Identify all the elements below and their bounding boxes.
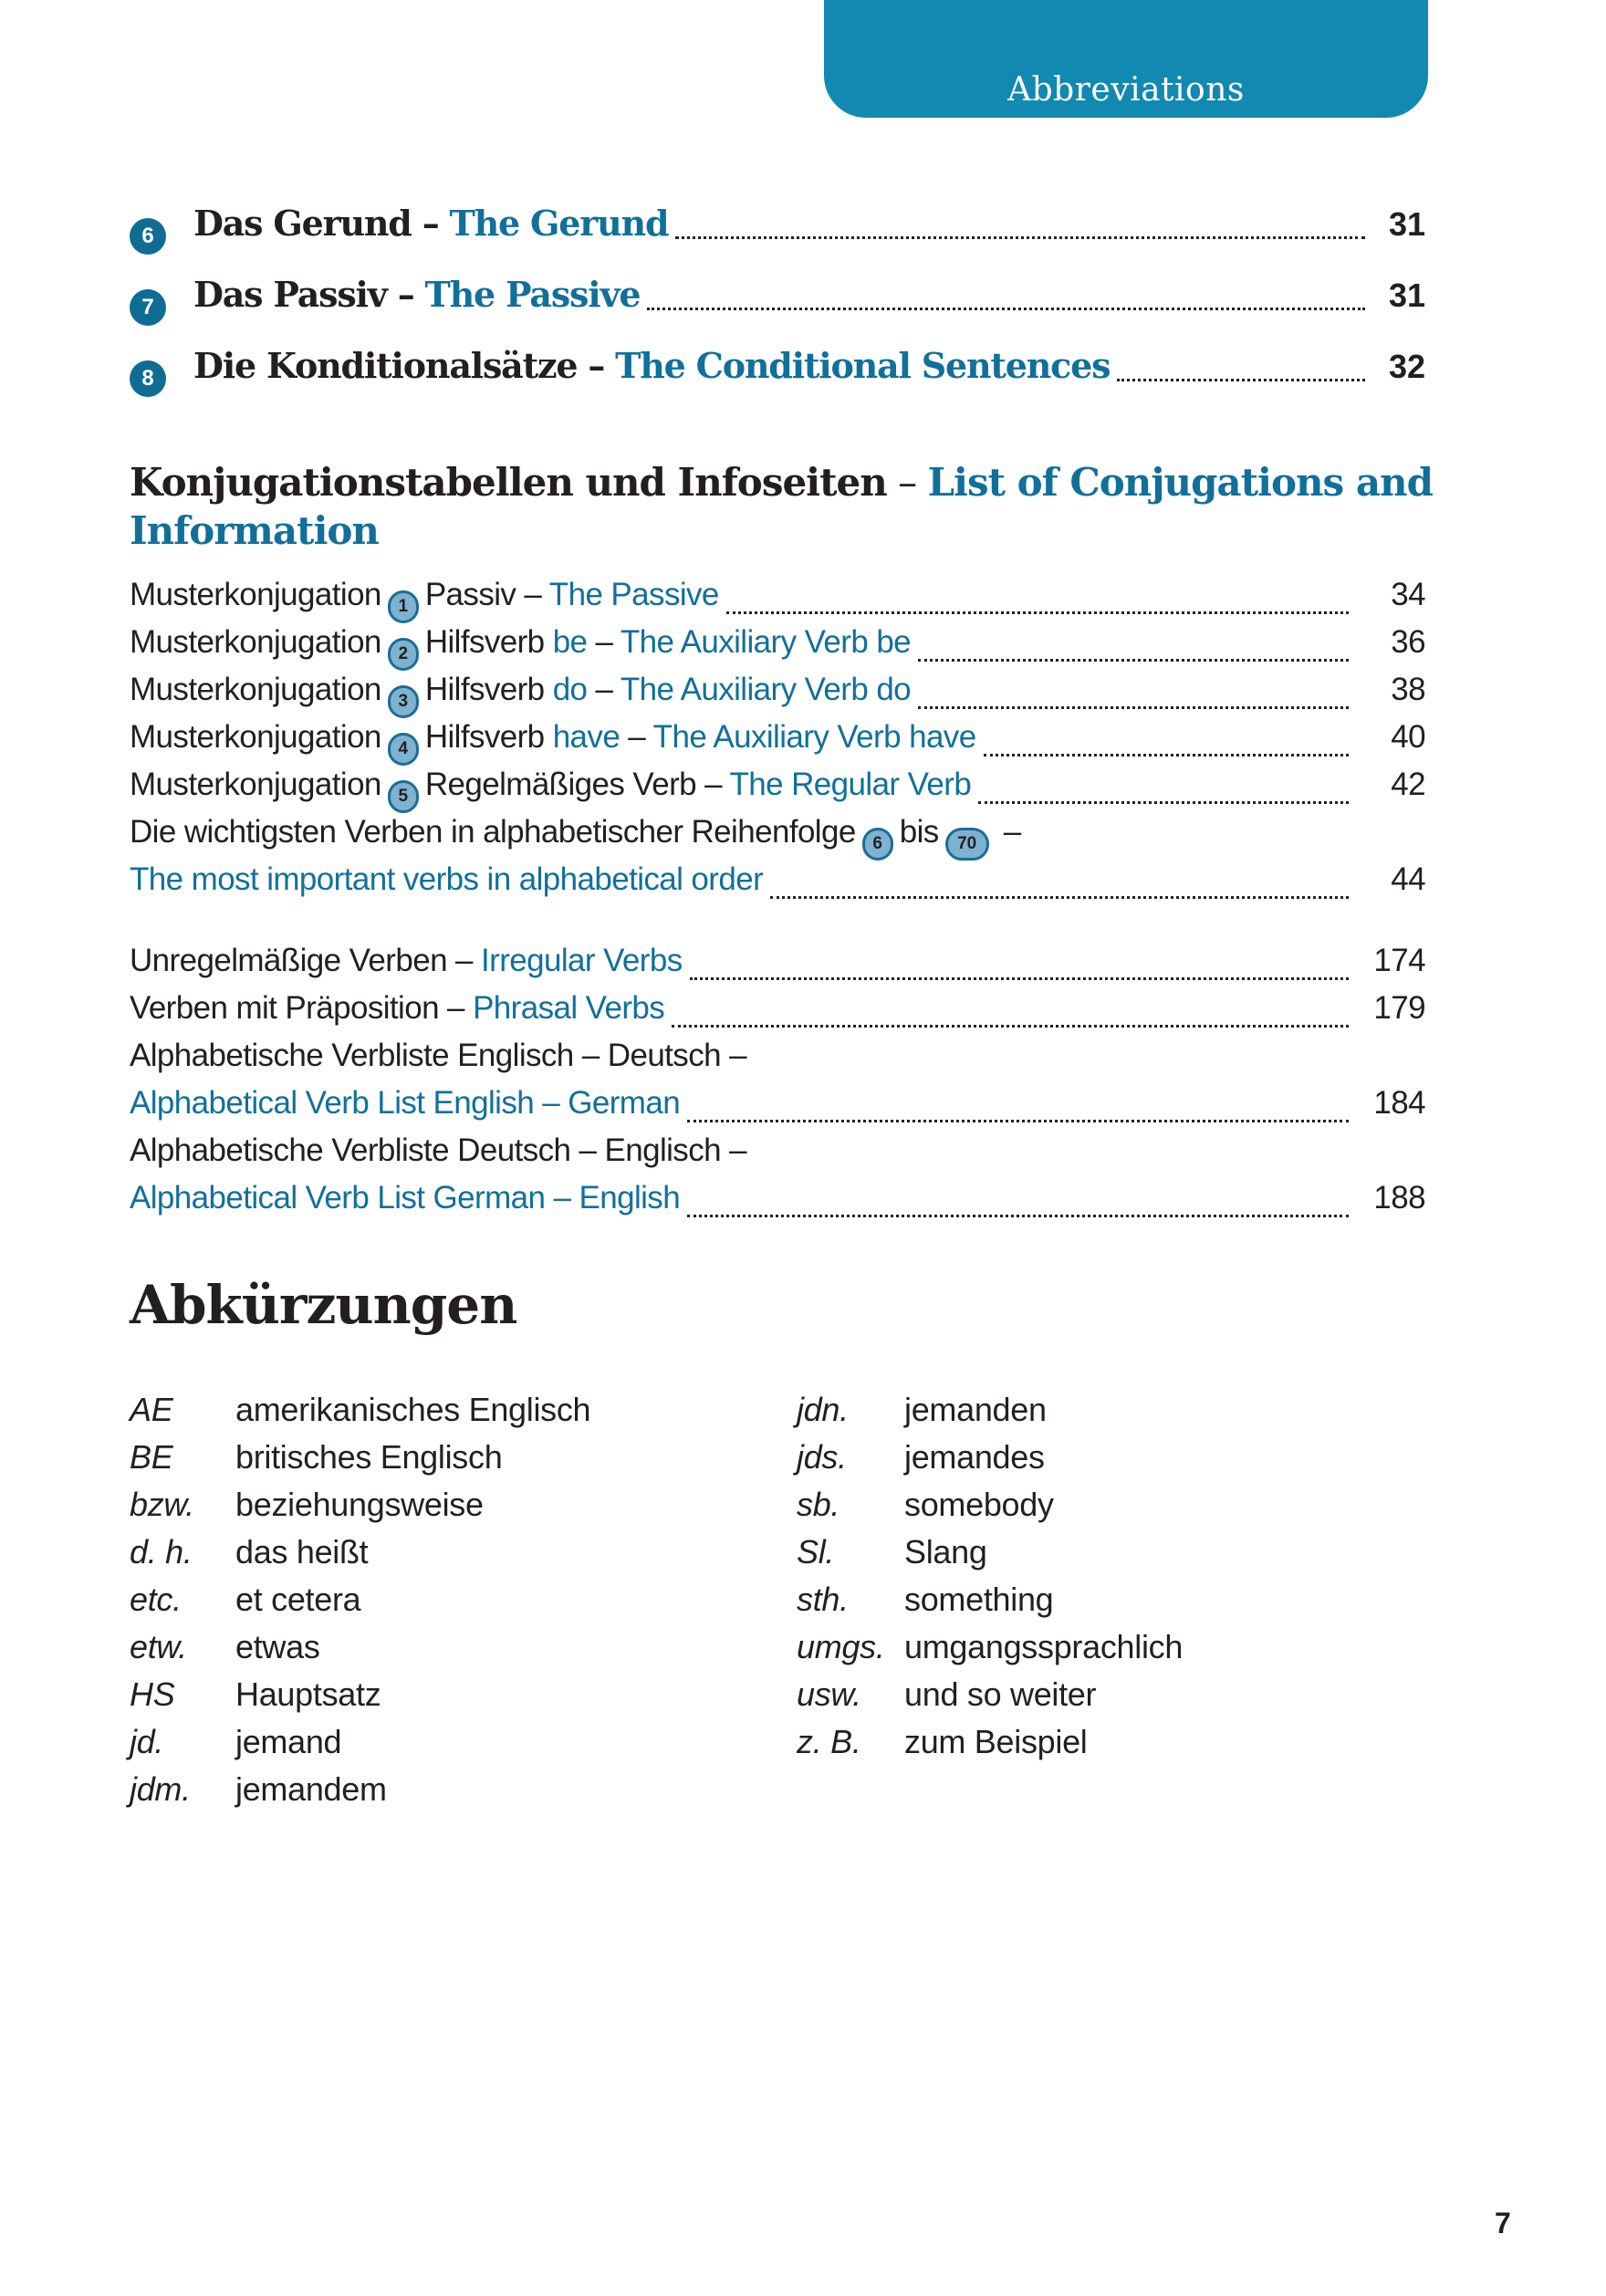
page-number: 7	[1495, 2207, 1511, 2239]
abbreviation: HS	[130, 1675, 175, 1713]
separator: –	[587, 624, 620, 660]
section-heading-english: List of Conjugations and Information	[130, 460, 1433, 553]
toc-german-verb: be	[552, 624, 588, 660]
chapter-title-english: The Passive	[424, 274, 641, 315]
toc-german-verb: have	[552, 719, 620, 755]
abbreviations-list-left	[130, 1391, 590, 1818]
abbreviation: jds.	[797, 1438, 847, 1476]
abbreviation: etc.	[130, 1581, 182, 1618]
chapter-number-badge: 6	[130, 218, 166, 255]
page-number-ref: 32	[1388, 348, 1425, 385]
abbreviation-meaning: Hauptsatz	[235, 1675, 381, 1713]
chapter-title-german: Die Konditionalsätze	[193, 345, 578, 386]
page-number-ref: 31	[1388, 277, 1425, 314]
abbreviation: bzw.	[130, 1486, 194, 1523]
number-badge: 3	[388, 685, 419, 718]
toc-english: The Auxiliary Verb do	[620, 672, 912, 707]
page-number-ref: 31	[1388, 205, 1425, 243]
toc-bis: bis	[899, 814, 939, 850]
abbreviation-item	[130, 1723, 590, 1770]
toc-english: Alphabetical Verb List English – German	[130, 1085, 681, 1121]
abbreviation-item	[797, 1486, 1183, 1533]
number-badge: 5	[388, 780, 419, 813]
abbreviation-meaning: britisches Englisch	[235, 1438, 503, 1476]
page-number-ref: 188	[1373, 1180, 1425, 1216]
abbreviation-meaning: amerikanisches Englisch	[235, 1391, 591, 1428]
abbreviation-item	[797, 1533, 1183, 1581]
abbreviation-meaning: zum Beispiel	[904, 1723, 1088, 1760]
abbreviation-item	[130, 1770, 590, 1818]
toc-german: Alphabetische Verbliste Deutsch – Englisch –	[130, 1132, 746, 1168]
toc-german: Hilfsverb	[424, 624, 553, 660]
abbreviation-meaning: Slang	[904, 1533, 987, 1571]
page-number-ref: 44	[1391, 861, 1425, 897]
chapter-title-german: Das Passiv	[193, 274, 387, 315]
separator: –	[1003, 814, 1021, 850]
abbreviation-meaning: jemandes	[904, 1438, 1045, 1476]
chapter-title-english: The Conditional Sentences	[615, 345, 1111, 386]
separator: –	[577, 345, 616, 386]
toc-row[interactable]	[130, 719, 1425, 767]
toc-row[interactable]	[130, 767, 1425, 814]
abbreviation-item	[130, 1533, 590, 1581]
separator: –	[696, 767, 730, 802]
toc-german: Verben mit Präposition –	[130, 990, 474, 1026]
abbreviation: etw.	[130, 1628, 187, 1665]
page-number-ref: 174	[1373, 943, 1425, 978]
number-badge: 4	[388, 733, 419, 766]
number-badge: 6	[862, 828, 893, 861]
abbreviation-item	[130, 1486, 590, 1533]
separator: –	[886, 460, 928, 505]
dot-leader	[675, 235, 1365, 239]
toc-row-important-verbs-english[interactable]	[130, 861, 1425, 909]
section-tab	[824, 0, 1428, 118]
toc-english: The Regular Verb	[729, 767, 972, 802]
abbreviations-list-right	[797, 1391, 1183, 1770]
separator: –	[587, 672, 620, 707]
abbreviation-meaning: jemanden	[904, 1391, 1047, 1428]
dot-leader	[1117, 378, 1365, 381]
dot-leader	[918, 658, 1349, 662]
chapter-title-english: The Gerund	[449, 203, 669, 244]
abbreviation: AE	[130, 1391, 173, 1428]
page-number-ref: 40	[1391, 719, 1425, 755]
abbreviation: jd.	[130, 1723, 164, 1760]
abbreviation: umgs.	[797, 1628, 885, 1665]
section-heading-german: Konjugationstabellen und Infoseiten	[130, 460, 887, 505]
abbreviation-item	[130, 1581, 590, 1628]
abbreviation-meaning: something	[904, 1581, 1054, 1618]
abbreviation-item	[130, 1438, 590, 1486]
toc-row-german-line[interactable]	[130, 1132, 1425, 1180]
toc-prefix: Musterkonjugation	[130, 672, 381, 707]
abbreviations-heading: Abkürzungen	[130, 1274, 517, 1336]
abbreviation: Sl.	[797, 1533, 835, 1571]
dot-leader	[687, 1214, 1349, 1217]
abbreviation-item	[797, 1581, 1183, 1628]
toc-chapter-row[interactable]	[130, 203, 1425, 250]
toc-row-german-line[interactable]	[130, 1038, 1425, 1085]
abbreviation-meaning: beziehungsweise	[235, 1486, 484, 1523]
dot-leader	[770, 895, 1349, 899]
toc-english: Phrasal Verbs	[473, 990, 665, 1026]
abbreviation-item	[797, 1723, 1183, 1770]
abbreviation: sth.	[797, 1581, 849, 1618]
separator: –	[516, 577, 549, 612]
abbreviation-meaning: etwas	[235, 1628, 320, 1665]
abbreviation: jdm.	[130, 1770, 191, 1808]
toc-row[interactable]	[130, 1180, 1425, 1227]
page-number-ref: 38	[1391, 672, 1425, 707]
abbreviation: usw.	[797, 1675, 861, 1713]
dot-leader	[984, 753, 1349, 757]
abbreviation-meaning: jemandem	[235, 1770, 387, 1808]
chapter-number-badge: 8	[130, 360, 166, 397]
toc-german: Alphabetische Verbliste Englisch – Deutsch –	[130, 1038, 746, 1073]
abbreviation: jdn.	[797, 1391, 849, 1428]
toc-prefix: Musterkonjugation	[130, 767, 381, 802]
toc-german-verb: do	[552, 672, 588, 707]
separator: –	[620, 719, 653, 755]
separator: –	[411, 203, 450, 244]
dot-leader	[690, 976, 1349, 980]
abbreviation-meaning: das heißt	[235, 1533, 369, 1571]
toc-row[interactable]	[130, 990, 1425, 1038]
page-number-ref: 184	[1373, 1085, 1425, 1121]
toc-english: Alphabetical Verb List German – English	[130, 1180, 681, 1216]
toc-row-important-verbs-german[interactable]	[130, 814, 1425, 861]
abbreviation-meaning: et cetera	[235, 1581, 361, 1618]
abbreviation-item	[130, 1628, 590, 1675]
toc-chapter-row[interactable]	[130, 345, 1425, 392]
dot-leader	[687, 1119, 1349, 1122]
abbreviation: BE	[130, 1438, 173, 1476]
toc-german: Hilfsverb	[424, 719, 553, 755]
toc-english: The Auxiliary Verb be	[620, 624, 912, 660]
dot-leader	[647, 307, 1365, 310]
toc-german: Hilfsverb	[424, 672, 553, 707]
toc-prefix: Musterkonjugation	[130, 577, 381, 612]
toc-german: Passiv	[424, 577, 516, 612]
abbreviation-meaning: somebody	[904, 1486, 1054, 1523]
abbreviation-meaning: jemand	[235, 1723, 342, 1760]
separator: –	[386, 274, 425, 315]
toc-row[interactable]	[130, 577, 1425, 624]
toc-german: Die wichtigsten Verben in alphabetischer Reihenfolge	[130, 814, 856, 850]
dot-leader	[672, 1024, 1349, 1028]
page-number-ref: 34	[1391, 577, 1425, 612]
abbreviation: d. h.	[130, 1533, 193, 1571]
toc-english: Irregular Verbs	[481, 943, 683, 978]
abbreviation-item	[130, 1391, 590, 1438]
abbreviation-item	[797, 1628, 1183, 1675]
abbreviation-item	[130, 1675, 590, 1723]
number-badge: 2	[388, 638, 419, 671]
abbreviation-item	[797, 1675, 1183, 1723]
toc-row[interactable]	[130, 624, 1425, 672]
toc-german: Regelmäßiges Verb	[424, 767, 696, 802]
chapter-title-german: Das Gerund	[193, 203, 412, 244]
toc-english: The most important verbs in alphabetical order	[130, 861, 764, 897]
page-number-ref: 42	[1391, 767, 1425, 802]
abbreviation-item	[797, 1391, 1183, 1438]
toc-english: The Passive	[548, 577, 719, 612]
toc-english: The Auxiliary Verb have	[652, 719, 976, 755]
abbreviation-meaning: umgangssprachlich	[904, 1628, 1184, 1665]
dot-leader	[978, 800, 1349, 804]
toc-prefix: Musterkonjugation	[130, 719, 381, 755]
toc-row[interactable]	[130, 1085, 1425, 1132]
section-tab-label: Abbreviations	[1007, 71, 1245, 109]
page-number-ref: 179	[1373, 990, 1425, 1026]
chapter-number-badge: 7	[130, 289, 166, 326]
dot-leader	[726, 611, 1349, 614]
number-badge: 1	[388, 590, 419, 623]
section-heading	[130, 458, 1444, 555]
abbreviation-item	[797, 1438, 1183, 1486]
toc-chapter-row[interactable]	[130, 274, 1425, 321]
abbreviation-meaning: und so weiter	[904, 1675, 1097, 1713]
abbreviation: z. B.	[797, 1723, 861, 1760]
dot-leader	[918, 705, 1349, 709]
abbreviation: sb.	[797, 1486, 840, 1523]
page-number-ref: 36	[1391, 624, 1425, 660]
toc-prefix: Musterkonjugation	[130, 624, 381, 660]
toc-row[interactable]	[130, 672, 1425, 719]
number-badge: 70	[945, 828, 989, 861]
toc-german: Unregelmäßige Verben –	[130, 943, 482, 978]
toc-row[interactable]	[130, 943, 1425, 990]
